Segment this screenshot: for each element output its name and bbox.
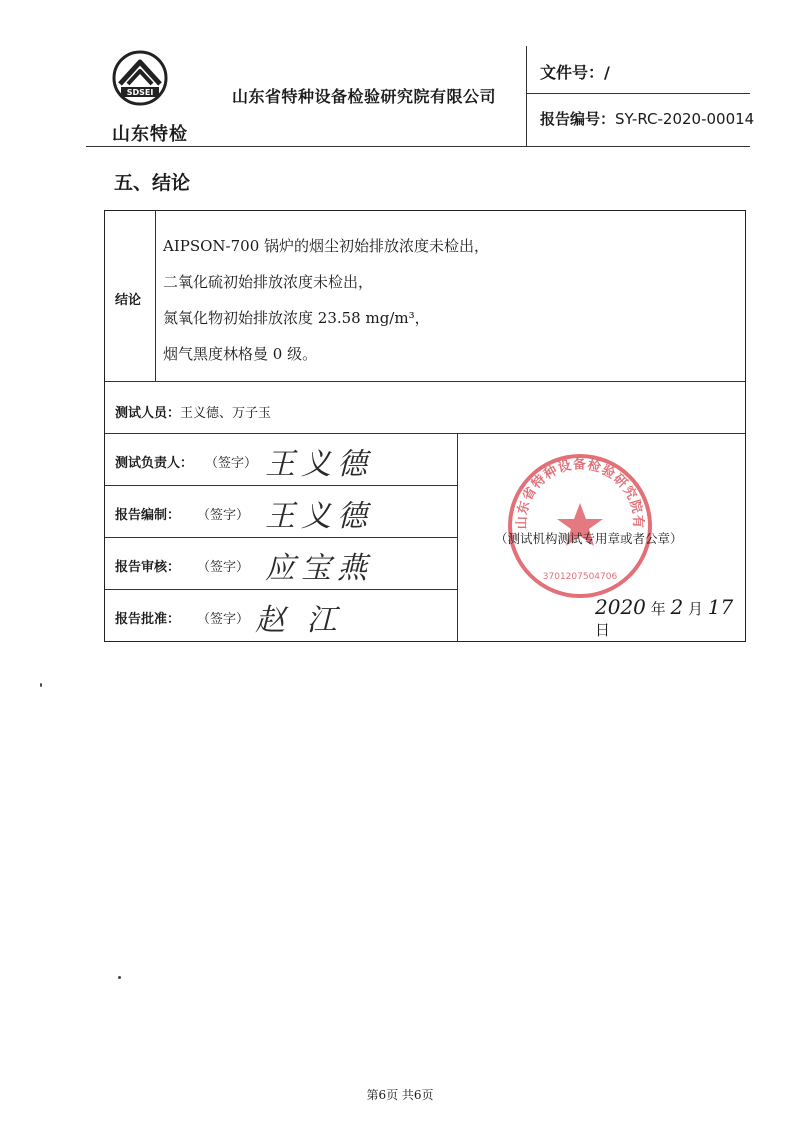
conclusion-label: 结论: [115, 293, 142, 308]
signature-image: 王义德: [265, 447, 373, 482]
signature-image: 赵 江: [255, 603, 343, 638]
testers-value: 王义德、万子玉: [180, 406, 272, 421]
report-number-label: 报告编号：: [540, 110, 616, 128]
date-month-unit: 月: [688, 600, 704, 618]
sign-row-label: 报告编制：: [115, 508, 181, 523]
sign-placeholder: （签字）: [197, 508, 250, 523]
conclusion-table: [104, 210, 746, 642]
date-year-unit: 年: [650, 600, 666, 618]
report-number-line: [540, 108, 754, 129]
report-number: SY-RC-2020-00014: [615, 110, 755, 128]
date-month: 2: [670, 595, 684, 619]
sign-row-label: 报告审核：: [115, 560, 181, 575]
scan-speck: [118, 976, 121, 979]
scan-speck: [40, 683, 42, 687]
stamp-note: （测试机构测试专用章或者公章）: [495, 531, 683, 546]
date-day-unit: 日: [595, 621, 611, 639]
conclusion-line: 二氧化硫初始排放浓度未检出，: [163, 273, 374, 291]
header-divider: [526, 93, 750, 94]
sdsei-logo-icon: [110, 50, 170, 106]
table-divider: [105, 485, 457, 486]
table-divider: [105, 537, 457, 538]
header-divider: [526, 46, 527, 146]
testers-label: 测试人员：: [115, 406, 181, 421]
date-year: 2020: [595, 595, 646, 619]
page-footer: 第6页 共6页: [366, 1088, 434, 1102]
signature-image: 王义德: [265, 499, 373, 534]
conclusion-line: AIPSON-700 锅炉的烟尘初始排放浓度未检出，: [163, 237, 490, 255]
logo-subtitle: 山东特检: [112, 124, 188, 145]
table-divider: [155, 211, 156, 382]
sign-date: [595, 595, 745, 640]
section-title: 五、结论: [114, 172, 191, 194]
sign-row-label: 测试负责人：: [115, 456, 194, 471]
file-number: 文件号：/: [540, 63, 610, 82]
signature-image: 应宝燕: [265, 551, 373, 586]
sign-placeholder: （签字）: [197, 612, 250, 627]
table-divider: [457, 433, 458, 641]
table-divider: [105, 589, 457, 590]
testers-row: [115, 402, 271, 421]
table-divider: [105, 381, 745, 382]
table-divider: [105, 433, 745, 434]
header-rule: [86, 146, 750, 147]
sign-row-label: 报告批准：: [115, 612, 181, 627]
conclusion-line: 烟气黑度林格曼 0 级。: [163, 345, 318, 363]
seal-code: 3701207504706: [542, 572, 618, 582]
official-seal-icon: [505, 451, 655, 601]
logo-badge-text: SDSEI: [126, 88, 154, 97]
seal-text: 山东省特种设备检验研究院有: [514, 457, 646, 530]
sign-placeholder: （签字）: [197, 560, 250, 575]
organization-name: 山东省特种设备检验研究院有限公司: [232, 87, 497, 106]
conclusion-line: 氮氧化物初始排放浓度 23.58 mg/m³，: [163, 309, 430, 327]
date-day: 17: [707, 595, 734, 619]
sign-placeholder: （签字）: [205, 456, 258, 471]
